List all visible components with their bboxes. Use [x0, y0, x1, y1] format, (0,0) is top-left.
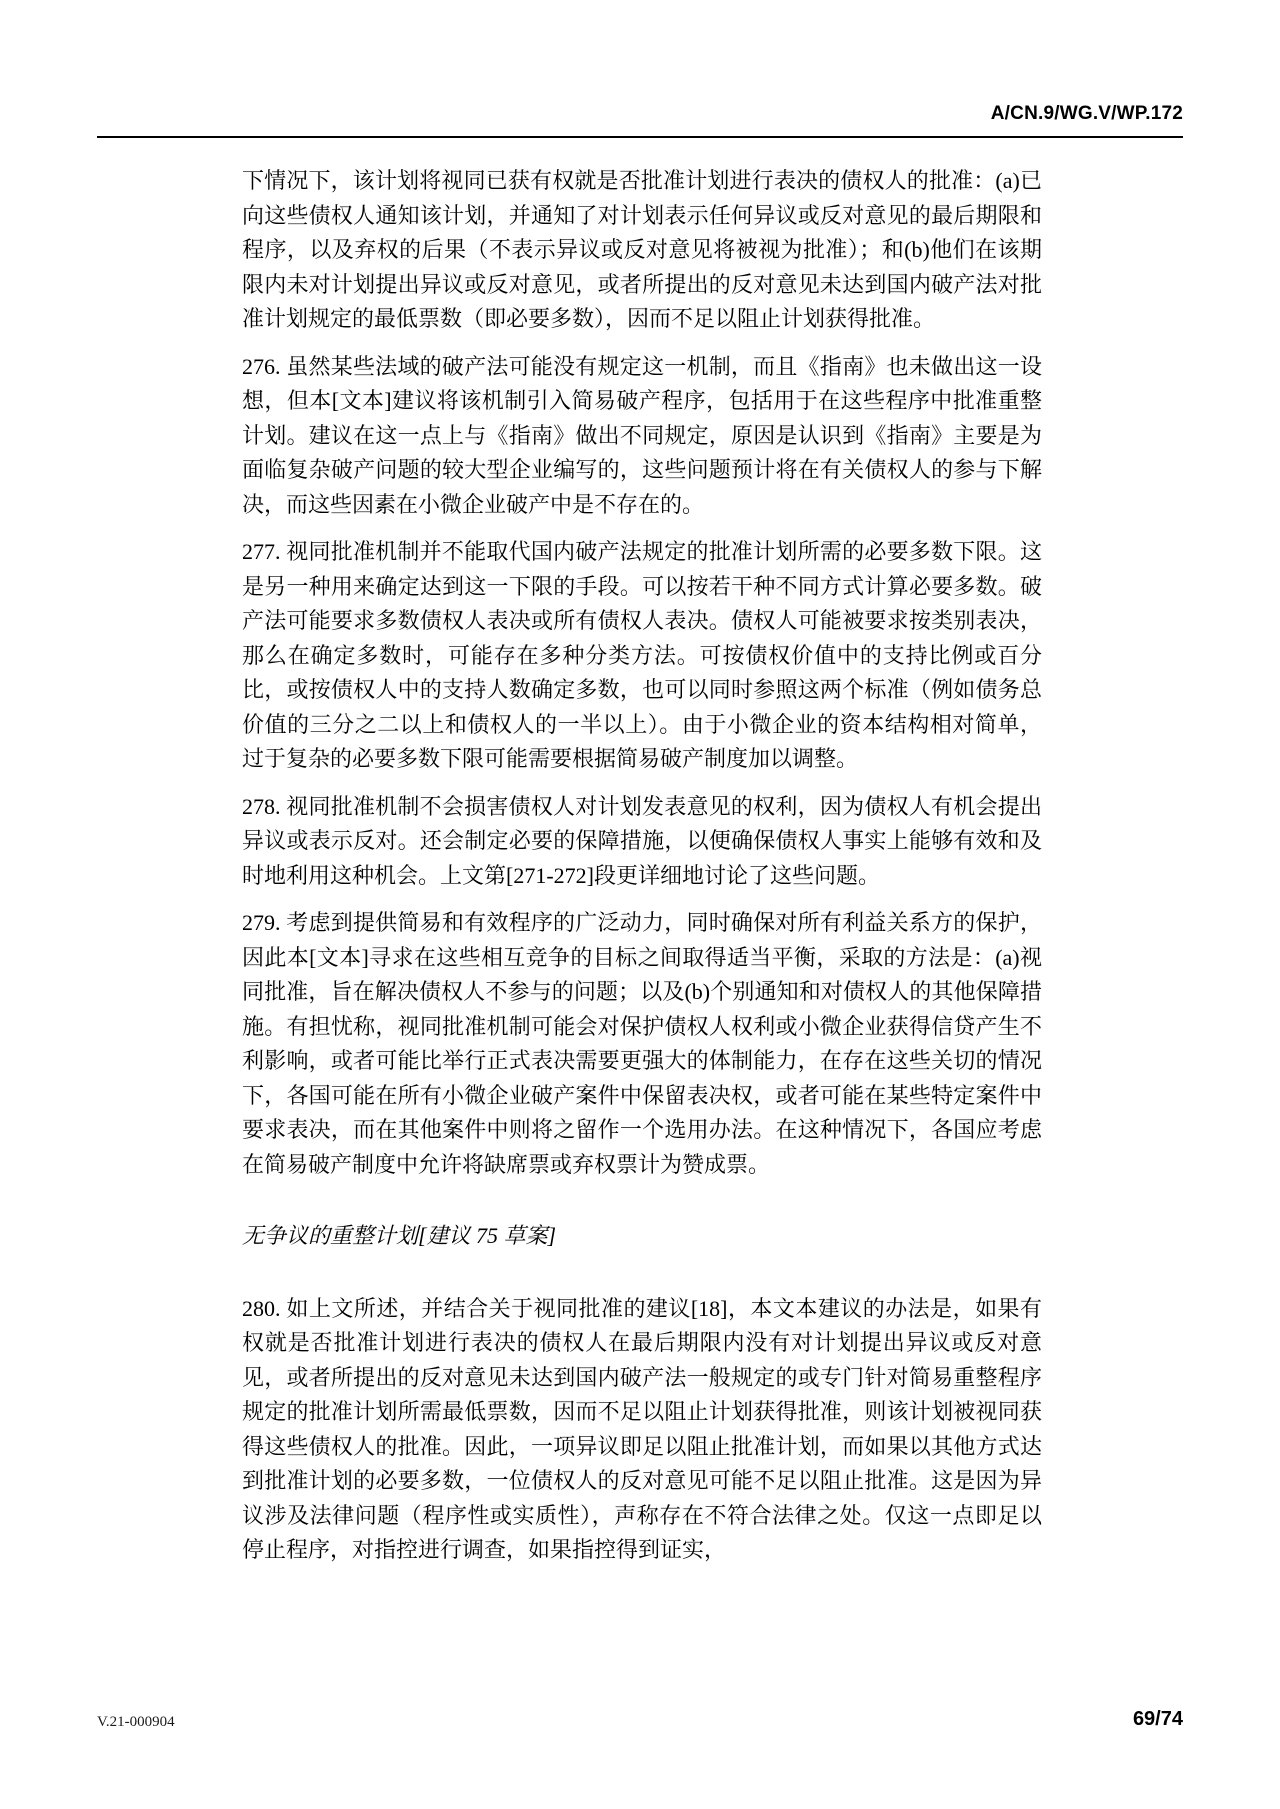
document-symbol: A/CN.9/WG.V/WP.172 [990, 103, 1183, 124]
paragraph-continuation: 下情况下，该计划将视同已获有权就是否批准计划进行表决的债权人的批准：(a)已向这些债权人通知该计划，并通知了对计划表示任何异议或反对意见的最后期限和程序，以及弃权的后果（不表示异议或反对意见将被视为批准）；和(b)他们在该期限内未对计划提出异议或反对意见，或者所提出的反对意见未达到国内破产法对批准计划规定的最低票数（即必要多数），因而不足以阻止计划获得批准。 [242, 168, 1042, 331]
paragraph-280: 280. 如上文所述，并结合关于视同批准的建议[18]，本文本建议的办法是，如果有权就是否批准计划进行表决的债权人在最后期限内没有对计划提出异议或反对意见，或者所提出的反对意见未达到国内破产法一般规定的或专门针对简易重整程序规定的批准计划所需最低票数，因而不足以阻止计划获得批准，则该计划被视同获得这些债权人的批准。因此，一项异议即足以阻止批准计划，而如果以其他方式达到批准计划的必要多数，一位债权人的反对意见可能不足以阻止批准。这是因为异议涉及法律问题（程序性或实质性），声称存在不符合法律之处。仅这一点即足以停止程序，对指控进行调查，如果指控得到证实， [242, 1295, 1042, 1562]
paragraph-277: 277. 视同批准机制并不能取代国内破产法规定的批准计划所需的必要多数下限。这是另一种用来确定达到这一下限的手段。可以按若干种不同方式计算必要多数。破产法可能要求多数债权人表决或所有债权人表决。债权人可能被要求按类别表决，那么在确定多数时，可能存在多种分类方法。可按债权价值中的支持比例或百分比，或按债权人中的支持人数确定多数，也可以同时参照这两个标准（例如债务总价值的三分之二以上和债权人的一半以上）。由于小微企业的资本结构相对简单，过于复杂的必要多数下限可能需要根据简易破产制度加以调整。 [242, 539, 1042, 771]
job-number: V.21-000904 [97, 1714, 175, 1730]
document-body [242, 164, 1042, 1568]
header-rule [97, 136, 1183, 138]
page-number: 69/74 [1132, 1708, 1183, 1730]
section-heading: 无争议的重整计划[建议 75 草案] [242, 1223, 557, 1248]
paragraph-276: 276. 虽然某些法域的破产法可能没有规定这一机制，而且《指南》也未做出这一设想，但本[文本]建议将该机制引入简易破产程序，包括用于在这些程序中批准重整计划。建议在这一点上与《指南》做出不同规定，原因是认识到《指南》主要是为面临复杂破产问题的较大型企业编写的，这些问题预计将在有关债权人的参与下解决，而这些因素在小微企业破产中是不存在的。 [242, 353, 1042, 517]
paragraph-278: 278. 视同批准机制不会损害债权人对计划发表意见的权利，因为债权人有机会提出异议或表示反对。还会制定必要的保障措施，以便确保债权人事实上能够有效和及时地利用这种机会。上文第[271-272]段更详细地讨论了这些问题。 [242, 793, 1042, 888]
paragraph-279: 279. 考虑到提供简易和有效程序的广泛动力，同时确保对所有利益关系方的保护，因此本[文本]寻求在这些相互竞争的目标之间取得适当平衡，采取的方法是：(a)视同批准，旨在解决债权人不参与的问题；以及(b)个别通知和对债权人的其他保障措施。有担忧称，视同批准机制可能会对保护债权人权利或小微企业获得信贷产生不利影响，或者可能比举行正式表决需要更强大的体制能力，在存在这些关切的情况下，各国可能在所有小微企业破产案件中保留表决权，或者可能在某些特定案件中要求表决，而在其他案件中则将之留作一个选用办法。在这种情况下，各国应考虑在简易破产制度中允许将缺席票或弃权票计为赞成票。 [242, 910, 1042, 1177]
